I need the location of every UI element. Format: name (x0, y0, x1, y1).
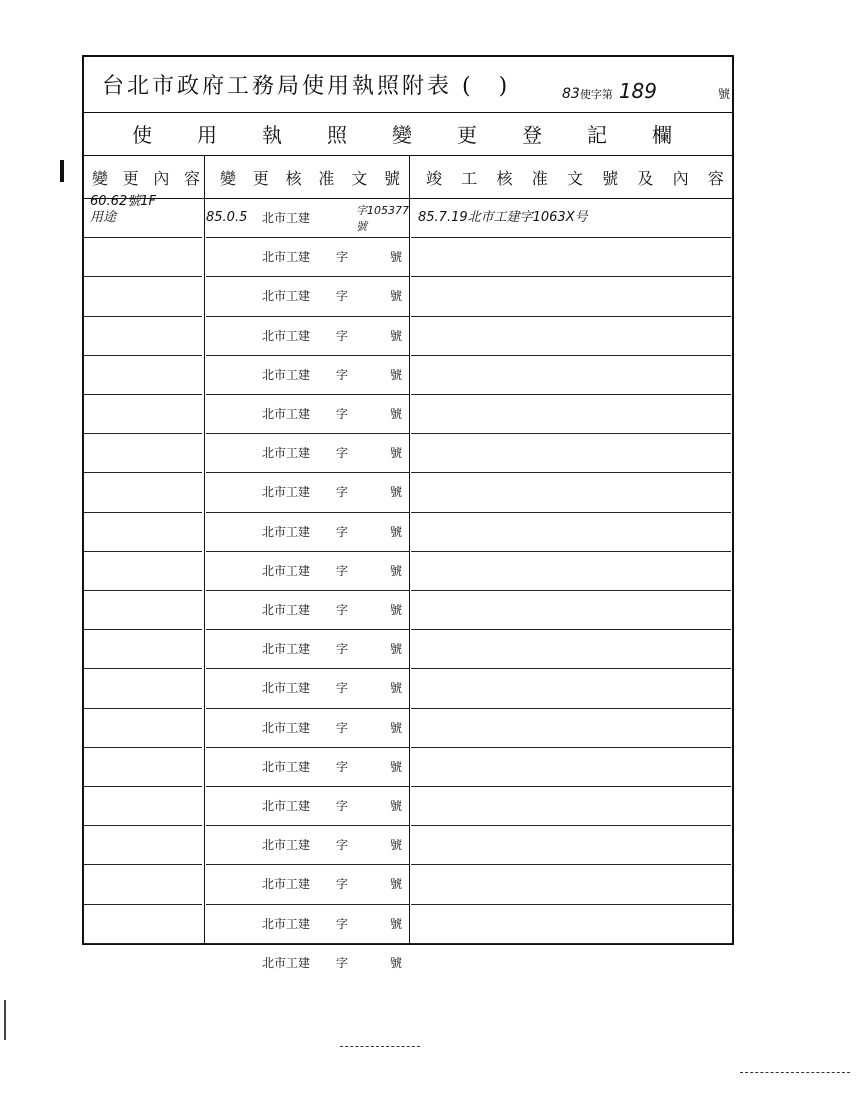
section-char: 登 (522, 123, 542, 147)
row-rule (411, 433, 731, 434)
approval-doc-cell (204, 433, 409, 472)
row-rule (84, 825, 202, 826)
header-char: 文 (351, 168, 368, 188)
row-rule (84, 551, 202, 552)
section-char: 照 (327, 123, 347, 147)
header-char: 更 (122, 168, 139, 188)
row-rule (411, 786, 731, 787)
table-row (84, 668, 732, 707)
approval-doc-cell (204, 747, 409, 786)
row-rule (206, 551, 409, 552)
doc-prefix: 北市工建 (262, 955, 311, 970)
section-char: 欄 (652, 123, 672, 147)
header-char: 竣 (426, 168, 443, 188)
row-rule (84, 355, 202, 356)
doc-prefix: 北市工建 (262, 799, 311, 814)
doc-hao: 號 (390, 250, 403, 265)
approval-doc-cell (204, 825, 409, 864)
doc-hao: 號 (390, 877, 403, 892)
approval-doc-cell (204, 198, 409, 237)
approval-doc-cell (204, 394, 409, 433)
doc-prefix: 北市工建 (262, 211, 311, 226)
doc-hao: 號 (390, 916, 403, 931)
doc-hao: 號 (390, 759, 403, 774)
doc-prefix: 北市工建 (262, 759, 311, 774)
row-rule (206, 668, 409, 669)
section-char: 記 (587, 123, 607, 147)
license-change-form (82, 55, 734, 970)
doc-word: 字 (336, 328, 349, 343)
section-char: 變 (392, 123, 412, 147)
table-row (84, 276, 732, 315)
doc-hao: 號 (390, 799, 403, 814)
row-rule (411, 551, 731, 552)
table-row (84, 394, 732, 433)
approval-doc-cell (204, 316, 409, 355)
license-number-field (562, 79, 731, 103)
doc-hao: 號 (390, 446, 403, 461)
row-rule (84, 316, 202, 317)
row-rule (84, 237, 202, 238)
table-row (84, 194, 732, 237)
row-rule (411, 394, 731, 395)
row-rule (411, 629, 731, 630)
header-char: 內 (153, 168, 170, 188)
doc-hao: 號 (390, 642, 403, 657)
row-rule (84, 708, 202, 709)
row-rule (84, 394, 202, 395)
approval-doc-cell (204, 355, 409, 394)
doc-word: 字 (336, 877, 349, 892)
approval-doc-cell (204, 904, 409, 943)
doc-hao: 號 (390, 407, 403, 422)
column-header-row (84, 156, 732, 199)
doc-word: 字 (336, 720, 349, 735)
header-char: 核 (496, 168, 513, 188)
row-rule (411, 668, 731, 669)
table-row (84, 747, 732, 786)
doc-prefix: 北市工建 (262, 563, 311, 578)
row-rule (206, 433, 409, 434)
section-char: 更 (457, 123, 477, 147)
row-rule (84, 786, 202, 787)
change-content-handwritten: 60.62號1F 用途 (90, 194, 156, 225)
row-rule (411, 276, 731, 277)
table-row (84, 629, 732, 668)
section-heading (84, 112, 732, 156)
doc-word: 字 (336, 838, 349, 853)
doc-word: 字 (336, 916, 349, 931)
doc-word: 字 (336, 759, 349, 774)
scan-mark (340, 1046, 420, 1047)
header-char: 號 (602, 168, 619, 188)
approval-doc-cell (204, 943, 409, 982)
doc-hao: 號 (390, 838, 403, 853)
row-rule (84, 943, 202, 944)
license-word: 使字第 (579, 88, 613, 101)
header-change-content (92, 156, 200, 198)
header-char: 准 (531, 168, 548, 188)
table-row (84, 472, 732, 511)
row-rule (84, 433, 202, 434)
row-rule (206, 786, 409, 787)
row-rule (84, 276, 202, 277)
table-row (84, 512, 732, 551)
row-rule (411, 904, 731, 905)
doc-word: 字 (336, 250, 349, 265)
doc-word: 字 (336, 799, 349, 814)
doc-number: 字105377號 (356, 203, 409, 233)
doc-prefix: 北市工建 (262, 250, 311, 265)
doc-prefix: 北市工建 (262, 524, 311, 539)
doc-prefix: 北市工建 (262, 603, 311, 618)
doc-hao: 號 (390, 289, 403, 304)
license-prefix: 83 (562, 86, 580, 102)
row-rule (84, 747, 202, 748)
table-row (84, 825, 732, 864)
doc-hao: 號 (390, 720, 403, 735)
header-char: 文 (566, 168, 583, 188)
row-rule (206, 825, 409, 826)
doc-word: 字 (336, 955, 349, 970)
approval-doc-cell (204, 708, 409, 747)
row-rule (206, 943, 409, 944)
table-row (84, 590, 732, 629)
doc-word: 字 (336, 563, 349, 578)
doc-word: 字 (336, 603, 349, 618)
approval-doc-cell (204, 668, 409, 707)
row-rule (84, 904, 202, 905)
section-char: 執 (262, 123, 282, 147)
row-rule (206, 276, 409, 277)
scan-mark (740, 1072, 850, 1073)
row-rule (206, 237, 409, 238)
doc-word: 字 (336, 642, 349, 657)
approval-doc-cell (204, 472, 409, 511)
doc-word: 字 (336, 485, 349, 500)
header-approval-doc (220, 156, 400, 198)
doc-hao: 號 (390, 681, 403, 696)
row-rule (411, 747, 731, 748)
entries-table (84, 194, 732, 970)
approval-doc-cell (204, 512, 409, 551)
row-rule (411, 943, 731, 944)
section-char: 用 (197, 123, 217, 147)
table-row (84, 904, 732, 943)
table-row (84, 943, 732, 982)
row-rule (411, 472, 731, 473)
section-char: 使 (132, 123, 152, 147)
header-char: 及 (637, 168, 654, 188)
doc-hao: 號 (390, 328, 403, 343)
approval-doc-cell (204, 864, 409, 903)
header-char: 更 (252, 168, 269, 188)
table-row (84, 864, 732, 903)
doc-prefix: 北市工建 (262, 838, 311, 853)
header-completion-doc (426, 156, 724, 198)
table-row (84, 708, 732, 747)
approval-doc-cell (204, 590, 409, 629)
row-rule (206, 355, 409, 356)
doc-prefix: 北市工建 (262, 681, 311, 696)
row-rule (411, 355, 731, 356)
doc-prefix: 北市工建 (262, 446, 311, 461)
row-rule (206, 472, 409, 473)
header-char: 變 (220, 168, 237, 188)
completion-doc-handwritten: 85.7.19北市工建字1063X号 (418, 210, 588, 225)
row-rule (206, 904, 409, 905)
row-rule (411, 825, 731, 826)
approval-date: 85.0.5 (206, 210, 248, 226)
row-rule (206, 590, 409, 591)
doc-prefix: 北市工建 (262, 916, 311, 931)
table-row (84, 433, 732, 472)
row-rule (84, 512, 202, 513)
doc-hao: 號 (390, 955, 403, 970)
doc-word: 字 (336, 446, 349, 461)
doc-prefix: 北市工建 (262, 367, 311, 382)
header-char: 容 (183, 168, 200, 188)
row-rule (84, 668, 202, 669)
row-rule (411, 708, 731, 709)
table-row (84, 786, 732, 825)
header-char: 工 (461, 168, 478, 188)
table-row (84, 237, 732, 276)
doc-prefix: 北市工建 (262, 485, 311, 500)
doc-word: 字 (336, 524, 349, 539)
table-row (84, 316, 732, 355)
doc-word: 字 (336, 681, 349, 696)
header-char: 准 (318, 168, 335, 188)
form-title: 台北市政府工務局使用執照附表 ( ) (102, 74, 511, 99)
row-rule (84, 472, 202, 473)
table-row (84, 355, 732, 394)
row-rule (84, 864, 202, 865)
approval-doc-cell (204, 629, 409, 668)
row-rule (411, 512, 731, 513)
doc-hao: 號 (390, 603, 403, 618)
row-rule (411, 316, 731, 317)
row-rule (206, 512, 409, 513)
doc-prefix: 北市工建 (262, 289, 311, 304)
license-number: 189 (618, 79, 658, 103)
header-char: 核 (285, 168, 302, 188)
table-row (84, 551, 732, 590)
header-char: 內 (672, 168, 689, 188)
doc-hao: 號 (390, 563, 403, 578)
doc-word: 字 (336, 367, 349, 382)
row-rule (206, 316, 409, 317)
doc-prefix: 北市工建 (262, 720, 311, 735)
doc-hao: 號 (390, 524, 403, 539)
header-char: 容 (707, 168, 724, 188)
license-suffix: 號 (718, 87, 731, 101)
approval-doc-cell (204, 786, 409, 825)
row-rule (206, 629, 409, 630)
doc-word: 字 (336, 289, 349, 304)
doc-hao: 號 (390, 367, 403, 382)
row-rule (206, 708, 409, 709)
row-rule (411, 864, 731, 865)
approval-doc-cell (204, 237, 409, 276)
row-rule (206, 394, 409, 395)
scan-mark (60, 160, 64, 182)
doc-hao: 號 (390, 485, 403, 500)
doc-prefix: 北市工建 (262, 642, 311, 657)
scan-mark (4, 1000, 6, 1040)
row-rule (411, 590, 731, 591)
row-rule (206, 747, 409, 748)
doc-prefix: 北市工建 (262, 328, 311, 343)
row-rule (411, 237, 731, 238)
doc-prefix: 北市工建 (262, 407, 311, 422)
header-char: 變 (92, 168, 109, 188)
title-row (84, 57, 732, 113)
row-rule (84, 590, 202, 591)
header-char: 號 (383, 168, 400, 188)
doc-prefix: 北市工建 (262, 877, 311, 892)
doc-word: 字 (336, 407, 349, 422)
row-rule (206, 864, 409, 865)
approval-doc-cell (204, 276, 409, 315)
approval-doc-cell (204, 551, 409, 590)
row-rule (84, 629, 202, 630)
